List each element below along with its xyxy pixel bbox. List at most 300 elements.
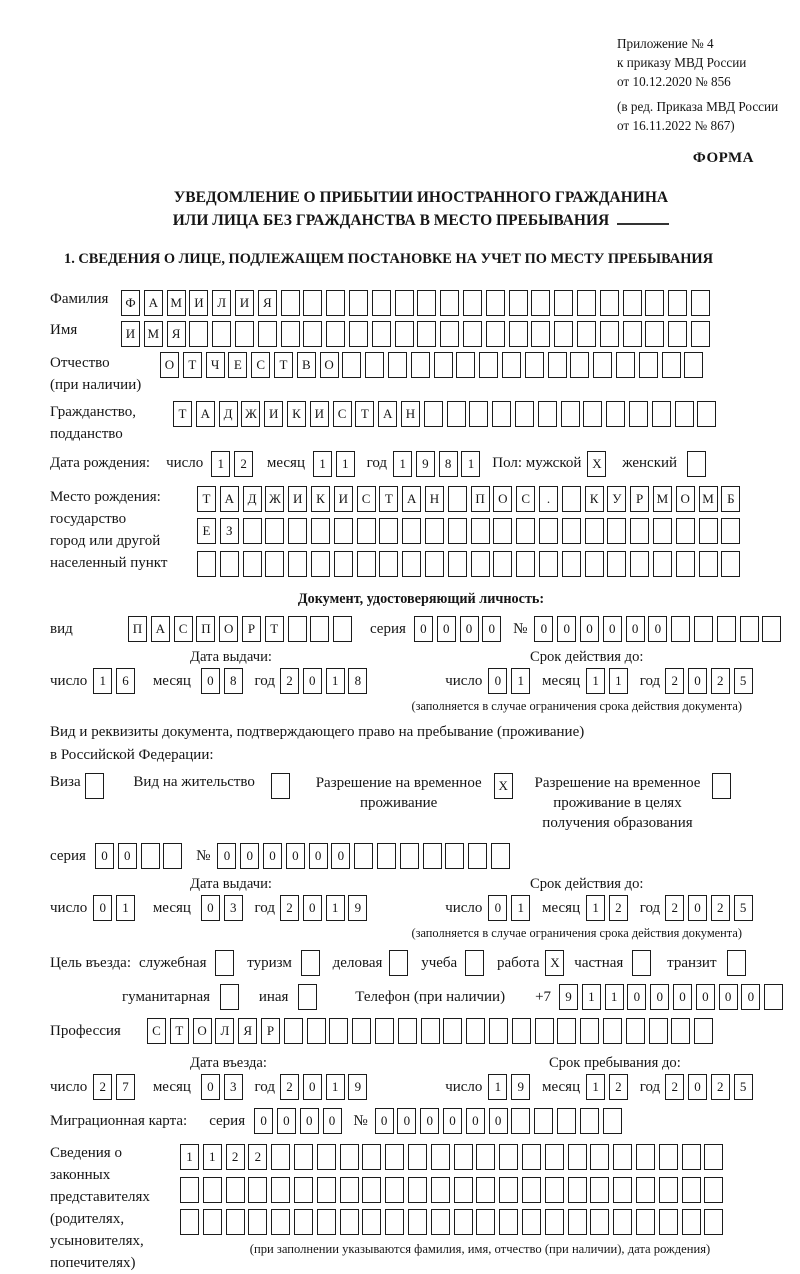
annex-line: Приложение № 4 xyxy=(617,36,714,51)
char-cell: Т xyxy=(379,486,398,512)
residence-permit-checkbox xyxy=(271,773,294,799)
char-cell: 2 xyxy=(711,1074,730,1100)
char-cell: 1 xyxy=(93,668,112,694)
char-cell: X xyxy=(494,773,513,799)
temp-residence-label-line2: проживание xyxy=(360,795,438,812)
char-cell xyxy=(476,1177,495,1203)
temp-residence-edu-label xyxy=(534,773,700,833)
char-cell: 1 xyxy=(326,1074,345,1100)
char-cell: 0 xyxy=(95,843,114,869)
char-cell: 5 xyxy=(734,895,753,921)
char-cell: 0 xyxy=(254,1108,273,1134)
char-cell: Я xyxy=(167,321,186,347)
residence-valid-year xyxy=(665,895,756,921)
char-cell xyxy=(463,290,482,316)
identity-valid-label: Срок действия до: xyxy=(529,649,644,665)
char-cell: Д xyxy=(243,486,262,512)
char-cell: 0 xyxy=(286,843,305,869)
char-cell xyxy=(226,1177,245,1203)
char-cell xyxy=(659,1144,678,1170)
char-cell: 0 xyxy=(557,616,576,642)
char-cell xyxy=(740,616,759,642)
surname-cells xyxy=(121,290,714,316)
char-cell xyxy=(471,518,490,544)
identity-issue-day xyxy=(93,668,139,694)
entry-year xyxy=(280,1074,371,1100)
char-cell: Ж xyxy=(265,486,284,512)
identity-number-cells xyxy=(534,616,785,642)
char-cell xyxy=(248,1209,267,1235)
char-cell xyxy=(311,551,330,577)
purpose-other-checkbox xyxy=(298,984,321,1010)
char-cell xyxy=(668,321,687,347)
identity-kind-row xyxy=(50,616,792,642)
char-cell: 9 xyxy=(559,984,578,1010)
entry-date-label: Дата въезда: xyxy=(190,1054,267,1071)
char-cell xyxy=(408,1177,427,1203)
blank-underline xyxy=(617,210,669,225)
char-cell xyxy=(226,1209,245,1235)
char-cell xyxy=(402,551,421,577)
char-cell xyxy=(691,321,710,347)
representatives-label-line5: усыновителях, xyxy=(50,1233,144,1250)
char-cell xyxy=(448,551,467,577)
char-cell: 0 xyxy=(201,668,220,694)
char-cell: И xyxy=(288,486,307,512)
entry-month xyxy=(201,1074,247,1100)
char-cell xyxy=(265,518,284,544)
char-cell xyxy=(248,1177,267,1203)
char-cell xyxy=(712,773,731,799)
identity-dates-heading xyxy=(50,648,792,666)
char-cell: 5 xyxy=(734,668,753,694)
char-cell xyxy=(652,401,671,427)
char-cell: 0 xyxy=(627,984,646,1010)
char-cell xyxy=(699,551,718,577)
char-cell xyxy=(606,401,625,427)
char-cell: 1 xyxy=(511,895,530,921)
char-cell xyxy=(476,1209,495,1235)
name-cells xyxy=(121,321,714,347)
char-cell xyxy=(445,843,464,869)
temp-residence-edu-line3: получения образования xyxy=(542,815,693,832)
day-label: число xyxy=(445,1078,483,1095)
char-cell xyxy=(717,616,736,642)
char-cell xyxy=(417,321,436,347)
representatives-note: (при заполнении указываются фамилия, имя, отчество (при наличии), дата рождения) xyxy=(249,1241,711,1256)
char-cell: П xyxy=(471,486,490,512)
char-cell: 1 xyxy=(609,668,628,694)
sex-male-checkbox xyxy=(587,451,610,477)
representatives-label-line6: попечителях) xyxy=(50,1255,136,1272)
char-cell: 1 xyxy=(203,1144,222,1170)
char-cell: Е xyxy=(197,518,216,544)
char-cell: Т xyxy=(170,1018,189,1044)
char-cell xyxy=(522,1144,541,1170)
char-cell xyxy=(465,950,484,976)
char-cell xyxy=(694,1018,713,1044)
char-cell xyxy=(203,1209,222,1235)
char-cell xyxy=(448,486,467,512)
year-label: год xyxy=(254,900,275,917)
identity-number-sign: № xyxy=(513,620,528,637)
char-cell xyxy=(440,321,459,347)
char-cell xyxy=(486,321,505,347)
month-label: месяц xyxy=(152,900,191,917)
purpose-tourism-checkbox xyxy=(301,950,324,976)
birthplace-label-line4: населенный пункт xyxy=(50,554,168,571)
char-cell xyxy=(645,321,664,347)
char-cell: 0 xyxy=(309,843,328,869)
purpose-private-checkbox xyxy=(632,950,655,976)
char-cell: X xyxy=(545,950,564,976)
char-cell xyxy=(649,1018,668,1044)
representatives-label-line2: законных xyxy=(50,1167,111,1184)
entry-day xyxy=(93,1074,139,1100)
char-cell: 0 xyxy=(488,668,507,694)
char-cell xyxy=(522,1177,541,1203)
char-cell: К xyxy=(311,486,330,512)
purpose-commercial-label: деловая xyxy=(332,954,383,971)
residence-valid-month xyxy=(586,895,632,921)
char-cell xyxy=(288,616,307,642)
char-cell xyxy=(704,1177,723,1203)
form-title xyxy=(50,186,792,232)
purpose-row xyxy=(50,950,792,976)
char-cell xyxy=(281,321,300,347)
char-cell: С xyxy=(147,1018,166,1044)
char-cell: 0 xyxy=(303,1074,322,1100)
char-cell xyxy=(659,1209,678,1235)
char-cell xyxy=(333,616,352,642)
char-cell xyxy=(593,352,612,378)
stay-year xyxy=(665,1074,756,1100)
char-cell: 0 xyxy=(741,984,760,1010)
char-cell: 0 xyxy=(626,616,645,642)
char-cell xyxy=(548,352,567,378)
char-cell xyxy=(590,1177,609,1203)
char-cell: 0 xyxy=(460,616,479,642)
char-cell xyxy=(613,1209,632,1235)
profession-label: Профессия xyxy=(50,1022,121,1039)
birthplace-cells-row1 xyxy=(197,486,744,512)
char-cell: 0 xyxy=(303,668,322,694)
char-cell: 2 xyxy=(711,668,730,694)
char-cell xyxy=(585,518,604,544)
char-cell xyxy=(577,290,596,316)
char-cell: 1 xyxy=(313,451,332,477)
char-cell xyxy=(486,290,505,316)
char-cell xyxy=(431,1177,450,1203)
char-cell xyxy=(466,1018,485,1044)
forma-label: ФОРМА xyxy=(692,150,754,166)
temp-residence-checkbox xyxy=(494,773,517,799)
char-cell: 1 xyxy=(336,451,355,477)
char-cell: 0 xyxy=(688,1074,707,1100)
char-cell xyxy=(762,616,781,642)
char-cell xyxy=(479,352,498,378)
phone-prefix: +7 xyxy=(535,988,552,1005)
char-cell: И xyxy=(235,290,254,316)
representatives-cells-row2 xyxy=(180,1177,760,1203)
char-cell: О xyxy=(676,486,695,512)
char-cell xyxy=(600,290,619,316)
char-cell: Д xyxy=(219,401,238,427)
char-cell xyxy=(531,290,550,316)
sex-female-checkbox xyxy=(687,451,710,477)
char-cell xyxy=(443,1018,462,1044)
identity-issue-year xyxy=(280,668,371,694)
char-cell: 2 xyxy=(665,1074,684,1100)
birthdate-label: Дата рождения: xyxy=(50,455,151,472)
char-cell: 1 xyxy=(461,451,480,477)
char-cell xyxy=(298,984,317,1010)
month-label: месяц xyxy=(542,1078,581,1095)
char-cell: 1 xyxy=(116,895,135,921)
char-cell xyxy=(389,950,408,976)
char-cell: 1 xyxy=(605,984,624,1010)
residence-number-sign: № xyxy=(196,847,211,864)
char-cell xyxy=(727,950,746,976)
stay-until-label: Срок пребывания до: xyxy=(548,1054,681,1071)
doc-kind-cells xyxy=(128,616,356,642)
char-cell xyxy=(613,1177,632,1203)
char-cell: Е xyxy=(228,352,247,378)
char-cell: 0 xyxy=(673,984,692,1010)
birth-month-cells xyxy=(313,451,359,477)
year-label: год xyxy=(639,900,661,917)
char-cell: С xyxy=(174,616,193,642)
residence-type-row xyxy=(50,773,792,833)
migration-series-label: серия xyxy=(209,1112,246,1129)
char-cell xyxy=(623,321,642,347)
char-cell: П xyxy=(196,616,215,642)
char-cell xyxy=(557,1108,576,1134)
char-cell: Р xyxy=(630,486,649,512)
char-cell xyxy=(349,290,368,316)
char-cell: С xyxy=(357,486,376,512)
char-cell: Т xyxy=(265,616,284,642)
char-cell xyxy=(411,352,430,378)
char-cell xyxy=(653,518,672,544)
char-cell xyxy=(545,1144,564,1170)
purpose-business-label: служебная xyxy=(138,954,207,971)
purpose-transit-label: транзит xyxy=(667,954,717,971)
char-cell xyxy=(180,1209,199,1235)
char-cell: 1 xyxy=(180,1144,199,1170)
patronymic-label-line1: Отчество xyxy=(50,354,110,371)
birthdate-row xyxy=(50,451,792,477)
char-cell: Т xyxy=(197,486,216,512)
char-cell xyxy=(502,352,521,378)
char-cell xyxy=(141,843,160,869)
migration-series-cells xyxy=(254,1108,345,1134)
month-label: месяц xyxy=(266,455,305,472)
annex-line: к приказу МВД России xyxy=(617,55,747,70)
residence-series-row xyxy=(50,843,792,869)
purpose-work-label: работа xyxy=(496,954,540,971)
char-cell: О xyxy=(320,352,339,378)
char-cell xyxy=(489,1018,508,1044)
char-cell xyxy=(271,1177,290,1203)
char-cell xyxy=(463,321,482,347)
day-label: число xyxy=(50,1078,88,1095)
identity-valid-day xyxy=(488,668,534,694)
char-cell xyxy=(408,1209,427,1235)
temp-residence-edu-line2: проживание в целях xyxy=(553,795,682,812)
char-cell: 1 xyxy=(211,451,230,477)
month-label: месяц xyxy=(152,1078,191,1095)
profession-cells xyxy=(147,1018,717,1044)
char-cell: Ж xyxy=(241,401,260,427)
char-cell: А xyxy=(144,290,163,316)
char-cell: 0 xyxy=(437,616,456,642)
char-cell: 2 xyxy=(234,451,253,477)
char-cell xyxy=(535,1018,554,1044)
char-cell xyxy=(425,518,444,544)
char-cell: 0 xyxy=(420,1108,439,1134)
char-cell xyxy=(326,321,345,347)
purpose-tourism-label: туризм xyxy=(247,954,292,971)
stay-month xyxy=(586,1074,632,1100)
char-cell xyxy=(448,518,467,544)
residence-dates-heading xyxy=(50,875,792,893)
char-cell xyxy=(516,518,535,544)
char-cell: Р xyxy=(242,616,261,642)
char-cell xyxy=(476,1144,495,1170)
char-cell: О xyxy=(219,616,238,642)
char-cell: 0 xyxy=(201,895,220,921)
char-cell xyxy=(682,1177,701,1203)
char-cell: 1 xyxy=(326,668,345,694)
char-cell xyxy=(764,984,783,1010)
residence-valid-label: Срок действия до: xyxy=(529,876,644,893)
char-cell xyxy=(583,401,602,427)
residence-title-line1: Вид и реквизиты документа, подтверждающего право на пребывание (проживание) xyxy=(50,723,585,740)
identity-issue-month xyxy=(201,668,247,694)
purpose-work-checkbox xyxy=(545,950,568,976)
char-cell xyxy=(499,1177,518,1203)
identity-series-cells xyxy=(414,616,505,642)
char-cell: 9 xyxy=(511,1074,530,1100)
char-cell xyxy=(379,551,398,577)
char-cell xyxy=(434,352,453,378)
char-cell: И xyxy=(121,321,140,347)
stay-day xyxy=(488,1074,534,1100)
residence-series-cells xyxy=(95,843,186,869)
month-label: месяц xyxy=(542,672,581,689)
char-cell xyxy=(676,518,695,544)
birthplace-label-line2: государство xyxy=(50,510,127,527)
char-cell xyxy=(349,321,368,347)
char-cell xyxy=(311,518,330,544)
month-label: месяц xyxy=(542,900,581,917)
char-cell: 8 xyxy=(348,668,367,694)
char-cell xyxy=(271,773,290,799)
section1-heading: 1. СВЕДЕНИЯ О ЛИЦЕ, ПОДЛЕЖАЩЕМ ПОСТАНОВКЕ НА УЧЕТ ПО МЕСТУ ПРЕБЫВАНИЯ xyxy=(64,250,713,267)
residence-series-label: серия xyxy=(50,847,86,864)
char-cell xyxy=(493,551,512,577)
char-cell: 1 xyxy=(586,1074,605,1100)
char-cell xyxy=(468,843,487,869)
representatives-cells-row1 xyxy=(180,1144,760,1170)
surname-row xyxy=(50,290,792,316)
char-cell xyxy=(515,401,534,427)
char-cell: Б xyxy=(721,486,740,512)
char-cell: 0 xyxy=(240,843,259,869)
representatives-label-line1: Сведения о xyxy=(50,1145,122,1162)
char-cell xyxy=(357,551,376,577)
char-cell: Н xyxy=(425,486,444,512)
char-cell xyxy=(400,843,419,869)
char-cell: 8 xyxy=(439,451,458,477)
char-cell xyxy=(424,401,443,427)
char-cell: 1 xyxy=(326,895,345,921)
char-cell xyxy=(636,1177,655,1203)
char-cell: 0 xyxy=(719,984,738,1010)
char-cell xyxy=(357,518,376,544)
char-cell: 9 xyxy=(348,1074,367,1100)
purpose-commercial-checkbox xyxy=(389,950,412,976)
char-cell xyxy=(682,1209,701,1235)
char-cell xyxy=(303,290,322,316)
char-cell xyxy=(215,950,234,976)
char-cell: Я xyxy=(238,1018,257,1044)
char-cell xyxy=(385,1209,404,1235)
char-cell xyxy=(372,321,391,347)
char-cell xyxy=(562,486,581,512)
char-cell: X xyxy=(587,451,606,477)
char-cell xyxy=(568,1177,587,1203)
char-cell xyxy=(603,1108,622,1134)
char-cell xyxy=(235,321,254,347)
char-cell: 8 xyxy=(224,668,243,694)
char-cell xyxy=(554,321,573,347)
char-cell xyxy=(398,1018,417,1044)
char-cell xyxy=(653,551,672,577)
char-cell: 0 xyxy=(263,843,282,869)
temp-residence-edu-line1: Разрешение на временное xyxy=(534,775,701,792)
purpose-business-checkbox xyxy=(215,950,238,976)
char-cell xyxy=(616,352,635,378)
char-cell: А xyxy=(220,486,239,512)
char-cell: 2 xyxy=(665,895,684,921)
char-cell xyxy=(580,1018,599,1044)
char-cell xyxy=(340,1144,359,1170)
residence-permit-label: Вид на жительство xyxy=(133,774,255,791)
char-cell: 2 xyxy=(280,895,299,921)
birthplace-cells-row2 xyxy=(197,518,744,544)
char-cell: Т xyxy=(355,401,374,427)
patronymic-row xyxy=(50,352,792,396)
entry-dates-row xyxy=(50,1074,792,1100)
char-cell xyxy=(362,1144,381,1170)
char-cell: 0 xyxy=(375,1108,394,1134)
char-cell xyxy=(317,1144,336,1170)
char-cell xyxy=(243,518,262,544)
char-cell xyxy=(310,616,329,642)
char-cell xyxy=(307,1018,326,1044)
char-cell xyxy=(180,1177,199,1203)
char-cell xyxy=(659,1177,678,1203)
char-cell xyxy=(630,551,649,577)
char-cell: 0 xyxy=(277,1108,296,1134)
char-cell: 1 xyxy=(582,984,601,1010)
char-cell: З xyxy=(220,518,239,544)
char-cell xyxy=(454,1209,473,1235)
char-cell xyxy=(212,321,231,347)
char-cell: 1 xyxy=(586,895,605,921)
